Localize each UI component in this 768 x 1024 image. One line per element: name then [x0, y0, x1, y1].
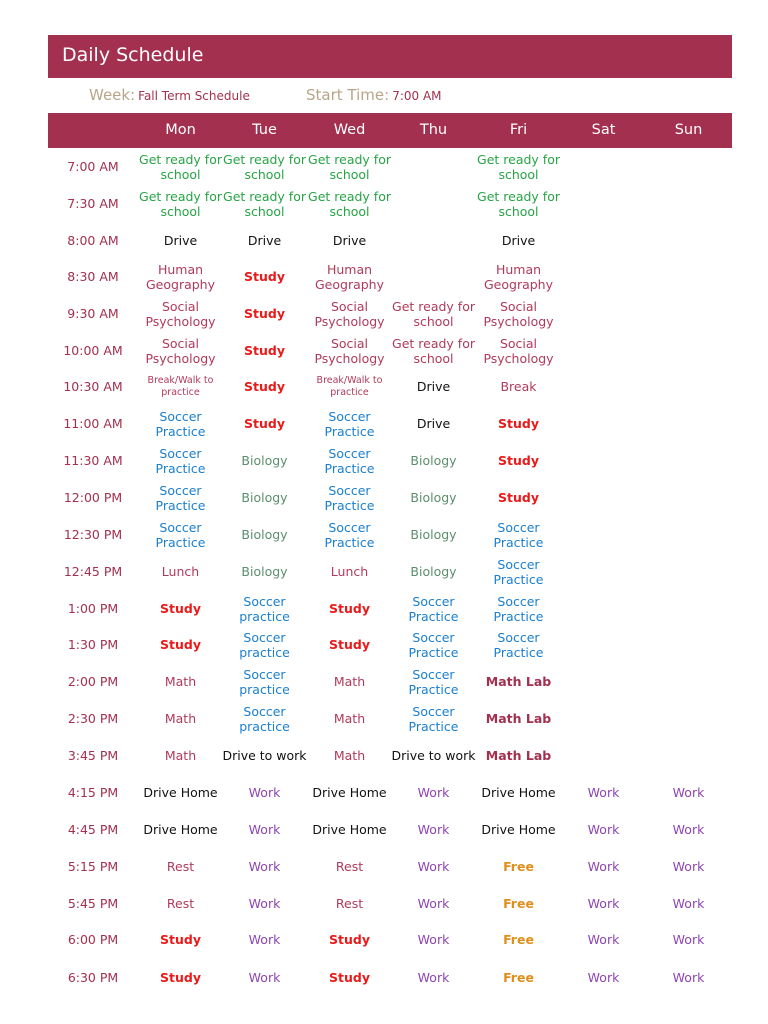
time-label: 11:00 AM	[63, 416, 123, 431]
schedule-cell-tue[interactable]: Study	[244, 416, 285, 431]
time-label: 7:30 AM	[67, 196, 119, 211]
schedule-cell-tue[interactable]: Biology	[241, 527, 288, 542]
schedule-row	[48, 222, 732, 259]
schedule-cell-wed[interactable]: Soccer Practice	[324, 445, 375, 476]
schedule-cell-tue[interactable]: Work	[248, 785, 281, 800]
time-label: 5:45 PM	[67, 896, 119, 911]
schedule-cell-thu[interactable]	[391, 258, 476, 295]
schedule-cell-thu[interactable]: Work	[417, 859, 450, 874]
schedule-cell-fri[interactable]: Break	[500, 379, 537, 394]
schedule-cell-fri[interactable]: Social Psychology	[483, 335, 554, 366]
schedule-cell-wed[interactable]: Rest	[335, 859, 364, 874]
schedule-cell-sun[interactable]	[646, 590, 731, 627]
title-bar	[48, 35, 732, 78]
schedule-cell-sun[interactable]: Work	[672, 932, 705, 947]
schedule-cell-tue[interactable]: Get ready for school	[223, 151, 306, 182]
schedule-cell-mon[interactable]: Human Geography	[145, 261, 215, 292]
time-label: 5:15 PM	[67, 859, 119, 874]
schedule-row	[48, 626, 732, 663]
schedule-cell-wed[interactable]: Study	[329, 637, 370, 652]
schedule-cell-thu[interactable]: Soccer Practice	[408, 703, 459, 734]
schedule-cell-wed[interactable]: Math	[333, 674, 366, 689]
schedule-cell-wed[interactable]: Drive Home	[312, 822, 387, 837]
schedule-cell-mon[interactable]: Soccer Practice	[155, 445, 206, 476]
schedule-cell-thu[interactable]: Get ready for school	[392, 335, 475, 366]
schedule-cell-thu[interactable]: Work	[417, 822, 450, 837]
schedule-row	[48, 811, 732, 848]
schedule-cell-fri[interactable]: Get ready for school	[477, 151, 560, 182]
schedule-cell-thu[interactable]: Get ready for school	[392, 298, 475, 329]
time-label: 10:30 AM	[63, 379, 123, 394]
schedule-cell-sat[interactable]	[561, 700, 646, 737]
schedule-row	[48, 959, 732, 996]
schedule-cell-thu[interactable]: Work	[417, 896, 450, 911]
time-label: 4:15 PM	[67, 785, 119, 800]
schedule-cell-thu[interactable]: Biology	[410, 490, 457, 505]
schedule-cell-sat[interactable]	[561, 222, 646, 259]
schedule-cell-mon[interactable]: Study	[160, 970, 201, 985]
schedule-cell-sun[interactable]: Work	[672, 859, 705, 874]
schedule-cell-tue[interactable]: Work	[248, 970, 281, 985]
schedule-cell-mon[interactable]: Math	[164, 711, 197, 726]
schedule-cell-fri[interactable]: Free	[503, 859, 534, 874]
time-label: 12:00 PM	[63, 490, 123, 505]
schedule-cell-sun[interactable]	[646, 700, 731, 737]
schedule-cell-thu[interactable]: Soccer Practice	[408, 666, 459, 697]
schedule-cell-mon[interactable]: Soccer Practice	[155, 519, 206, 550]
schedule-row	[48, 368, 732, 405]
time-label: 12:30 PM	[63, 527, 123, 542]
schedule-cell-sun[interactable]	[646, 295, 731, 332]
schedule-cell-fri[interactable]: Soccer Practice	[493, 556, 544, 587]
schedule-cell-fri[interactable]: Free	[503, 932, 534, 947]
schedule-cell-sun[interactable]	[646, 626, 731, 663]
schedule-cell-wed[interactable]: Soccer Practice	[324, 519, 375, 550]
schedule-cell-tue[interactable]: Work	[248, 932, 281, 947]
schedule-row	[48, 848, 732, 885]
schedule-cell-tue[interactable]: Study	[244, 306, 285, 321]
schedule-cell-fri[interactable]: Drive	[501, 233, 536, 248]
schedule-cell-thu[interactable]: Soccer Practice	[408, 593, 459, 624]
schedule-cell-tue[interactable]: Drive	[247, 233, 282, 248]
schedule-cell-sun[interactable]	[646, 737, 731, 774]
schedule-cell-sat[interactable]: Work	[587, 970, 620, 985]
schedule-cell-wed[interactable]: Study	[329, 601, 370, 616]
schedule-row	[48, 148, 732, 185]
schedule-cell-mon[interactable]: Study	[160, 932, 201, 947]
schedule-cell-fri[interactable]: Free	[503, 896, 534, 911]
schedule-cell-sun[interactable]	[646, 663, 731, 700]
schedule-row	[48, 185, 732, 222]
time-label: 9:30 AM	[67, 306, 119, 321]
schedule-cell-sun[interactable]: Work	[672, 896, 705, 911]
schedule-cell-mon[interactable]: Social Psychology	[145, 298, 216, 329]
schedule-row	[48, 885, 732, 922]
schedule-cell-mon[interactable]: Rest	[166, 859, 195, 874]
day-header-sun: Sun	[674, 122, 703, 138]
schedule-cell-tue[interactable]: Biology	[241, 564, 288, 579]
schedule-cell-fri[interactable]: Math Lab	[485, 748, 552, 763]
schedule-cell-sat[interactable]	[561, 258, 646, 295]
schedule-cell-thu[interactable]	[391, 222, 476, 259]
schedule-row	[48, 479, 732, 516]
schedule-cell-sat[interactable]	[561, 737, 646, 774]
schedule-cell-tue[interactable]: Work	[248, 822, 281, 837]
day-header-fri: Fri	[509, 122, 528, 138]
schedule-cell-tue[interactable]: Soccer practice	[239, 629, 290, 660]
schedule-row	[48, 921, 732, 958]
schedule-cell-tue[interactable]: Soccer practice	[239, 703, 290, 734]
schedule-cell-sat[interactable]	[561, 663, 646, 700]
day-header-row	[48, 113, 732, 148]
schedule-cell-tue[interactable]: Get ready for school	[223, 188, 306, 219]
schedule-cell-sat[interactable]	[561, 626, 646, 663]
schedule-row	[48, 516, 732, 553]
schedule-cell-sat[interactable]: Work	[587, 859, 620, 874]
schedule-cell-tue[interactable]: Study	[244, 269, 285, 284]
time-label: 7:00 AM	[67, 159, 119, 174]
schedule-cell-tue[interactable]: Soccer practice	[239, 666, 290, 697]
day-header-tue: Tue	[252, 122, 277, 138]
time-label: 10:00 AM	[63, 343, 123, 358]
schedule-cell-tue[interactable]: Work	[248, 896, 281, 911]
schedule-cell-wed[interactable]: Get ready for school	[308, 188, 391, 219]
schedule-cell-fri[interactable]: Free	[503, 970, 534, 985]
schedule-cell-thu[interactable]: Biology	[410, 564, 457, 579]
schedule-cell-mon[interactable]: Study	[160, 601, 201, 616]
page-title: Daily Schedule	[62, 44, 204, 66]
schedule-row	[48, 258, 732, 295]
schedule-cell-sat[interactable]: Work	[587, 822, 620, 837]
schedule-cell-sat[interactable]	[561, 368, 646, 405]
schedule-cell-tue[interactable]: Drive to work	[222, 748, 307, 763]
schedule-cell-mon[interactable]: Soccer Practice	[155, 482, 206, 513]
schedule-cell-sun[interactable]	[646, 368, 731, 405]
schedule-cell-sat[interactable]	[561, 185, 646, 222]
time-label: 2:00 PM	[67, 674, 119, 689]
time-label: 6:00 PM	[67, 932, 119, 947]
schedule-cell-sat[interactable]	[561, 148, 646, 185]
day-header-sat: Sat	[591, 122, 616, 138]
schedule-cell-wed[interactable]: Break/Walk to practice	[316, 374, 383, 398]
schedule-cell-fri[interactable]: Study	[498, 490, 539, 505]
time-label: 3:45 PM	[67, 748, 119, 763]
schedule-cell-sat[interactable]	[561, 479, 646, 516]
schedule-cell-wed[interactable]: Social Psychology	[314, 298, 385, 329]
day-header-wed: Wed	[333, 122, 366, 138]
schedule-cell-sat[interactable]: Work	[587, 896, 620, 911]
week-value[interactable]: Fall Term Schedule	[138, 89, 250, 103]
time-label: 8:00 AM	[67, 233, 119, 248]
schedule-cell-sun[interactable]: Work	[672, 785, 705, 800]
schedule-cell-sat[interactable]: Work	[587, 932, 620, 947]
schedule-cell-thu[interactable]	[391, 185, 476, 222]
time-label: 11:30 AM	[63, 453, 123, 468]
start-time-field	[306, 86, 442, 104]
schedule-cell-thu[interactable]: Biology	[410, 527, 457, 542]
schedule-cell-tue[interactable]: Biology	[241, 453, 288, 468]
schedule-cell-sat[interactable]	[561, 295, 646, 332]
schedule-cell-wed[interactable]: Math	[333, 711, 366, 726]
schedule-cell-fri[interactable]: Math Lab	[485, 674, 552, 689]
schedule-cell-wed[interactable]: Human Geography	[314, 261, 384, 292]
schedule-cell-sun[interactable]	[646, 479, 731, 516]
time-label: 4:45 PM	[67, 822, 119, 837]
schedule-cell-sun[interactable]	[646, 516, 731, 553]
schedule-cell-fri[interactable]: Drive Home	[481, 785, 556, 800]
schedule-cell-fri[interactable]: Soccer Practice	[493, 519, 544, 550]
schedule-cell-wed[interactable]: Soccer Practice	[324, 408, 375, 439]
schedule-row	[48, 295, 732, 332]
schedule-cell-sat[interactable]	[561, 442, 646, 479]
week-field	[89, 86, 250, 104]
schedule-cell-wed[interactable]: Math	[333, 748, 366, 763]
schedule-cell-sun[interactable]: Work	[672, 822, 705, 837]
schedule-cell-thu[interactable]: Drive	[416, 379, 451, 394]
start-time-label: Start Time:	[306, 86, 390, 104]
schedule-cell-mon[interactable]: Lunch	[161, 564, 200, 579]
schedule-row	[48, 442, 732, 479]
schedule-cell-mon[interactable]: Drive Home	[143, 785, 218, 800]
schedule-cell-sat[interactable]	[561, 553, 646, 590]
schedule-cell-mon[interactable]: Soccer Practice	[155, 408, 206, 439]
schedule-cell-thu[interactable]: Work	[417, 970, 450, 985]
time-label: 8:30 AM	[67, 269, 119, 284]
schedule-cell-sat[interactable]: Work	[587, 785, 620, 800]
day-header-mon: Mon	[165, 122, 196, 138]
schedule-cell-tue[interactable]: Study	[244, 379, 285, 394]
schedule-cell-wed[interactable]: Drive Home	[312, 785, 387, 800]
schedule-cell-mon[interactable]: Drive Home	[143, 822, 218, 837]
schedule-row	[48, 700, 732, 737]
schedule-cell-sat[interactable]	[561, 516, 646, 553]
schedule-cell-sun[interactable]	[646, 332, 731, 369]
schedule-cell-mon[interactable]: Break/Walk to practice	[147, 374, 214, 398]
start-time-value[interactable]: 7:00 AM	[392, 89, 442, 103]
schedule-cell-fri[interactable]: Soccer Practice	[493, 593, 544, 624]
schedule-cell-wed[interactable]: Study	[329, 970, 370, 985]
schedule-cell-fri[interactable]: Study	[498, 453, 539, 468]
time-label: 6:30 PM	[67, 970, 119, 985]
schedule-cell-sat[interactable]	[561, 590, 646, 627]
schedule-row	[48, 332, 732, 369]
schedule-cell-fri[interactable]: Math Lab	[485, 711, 552, 726]
schedule-cell-sun[interactable]	[646, 442, 731, 479]
schedule-cell-sun[interactable]	[646, 553, 731, 590]
schedule-cell-sat[interactable]	[561, 405, 646, 442]
schedule-cell-sun[interactable]	[646, 148, 731, 185]
schedule-cell-tue[interactable]: Soccer practice	[239, 593, 290, 624]
schedule-cell-thu[interactable]: Work	[417, 932, 450, 947]
schedule-row	[48, 663, 732, 700]
schedule-cell-sat[interactable]	[561, 332, 646, 369]
schedule-cell-mon[interactable]: Rest	[166, 896, 195, 911]
schedule-cell-wed[interactable]: Study	[329, 932, 370, 947]
schedule-cell-mon[interactable]: Social Psychology	[145, 335, 216, 366]
schedule-cell-wed[interactable]: Lunch	[330, 564, 369, 579]
schedule-cell-fri[interactable]: Get ready for school	[477, 188, 560, 219]
schedule-cell-wed[interactable]: Social Psychology	[314, 335, 385, 366]
schedule-row	[48, 405, 732, 442]
schedule-row	[48, 553, 732, 590]
schedule-cell-fri[interactable]: Soccer Practice	[493, 629, 544, 660]
schedule-cell-wed[interactable]: Rest	[335, 896, 364, 911]
schedule-cell-wed[interactable]: Soccer Practice	[324, 482, 375, 513]
time-label: 1:30 PM	[67, 637, 119, 652]
schedule-cell-wed[interactable]: Get ready for school	[308, 151, 391, 182]
day-header-thu: Thu	[419, 122, 448, 138]
schedule-cell-mon[interactable]: Math	[164, 674, 197, 689]
schedule-cell-fri[interactable]: Social Psychology	[483, 298, 554, 329]
schedule-cell-sun[interactable]	[646, 258, 731, 295]
schedule-cell-wed[interactable]: Drive	[332, 233, 367, 248]
schedule-cell-thu[interactable]	[391, 148, 476, 185]
schedule-row	[48, 774, 732, 811]
schedule-cell-fri[interactable]: Human Geography	[483, 261, 553, 292]
time-label: 1:00 PM	[67, 601, 119, 616]
week-label: Week:	[89, 86, 136, 104]
schedule-cell-mon[interactable]: Study	[160, 637, 201, 652]
schedule-cell-mon[interactable]: Get ready for school	[139, 188, 222, 219]
schedule-row	[48, 737, 732, 774]
schedule-row	[48, 590, 732, 627]
schedule-cell-tue[interactable]: Work	[248, 859, 281, 874]
schedule-cell-mon[interactable]: Get ready for school	[139, 151, 222, 182]
schedule-cell-thu[interactable]: Work	[417, 785, 450, 800]
schedule-cell-mon[interactable]: Drive	[163, 233, 198, 248]
time-label: 12:45 PM	[63, 564, 123, 579]
schedule-cell-fri[interactable]: Drive Home	[481, 822, 556, 837]
schedule-cell-fri[interactable]: Study	[498, 416, 539, 431]
schedule-cell-sun[interactable]: Work	[672, 970, 705, 985]
schedule-cell-sun[interactable]	[646, 222, 731, 259]
schedule-cell-mon[interactable]: Math	[164, 748, 197, 763]
schedule-cell-sun[interactable]	[646, 405, 731, 442]
time-label: 2:30 PM	[67, 711, 119, 726]
schedule-cell-thu[interactable]: Soccer Practice	[408, 629, 459, 660]
schedule-cell-sun[interactable]	[646, 185, 731, 222]
schedule-cell-tue[interactable]: Biology	[241, 490, 288, 505]
schedule-cell-thu[interactable]: Biology	[410, 453, 457, 468]
schedule-cell-thu[interactable]: Drive to work	[391, 748, 476, 763]
schedule-cell-tue[interactable]: Study	[244, 343, 285, 358]
schedule-cell-thu[interactable]: Drive	[416, 416, 451, 431]
